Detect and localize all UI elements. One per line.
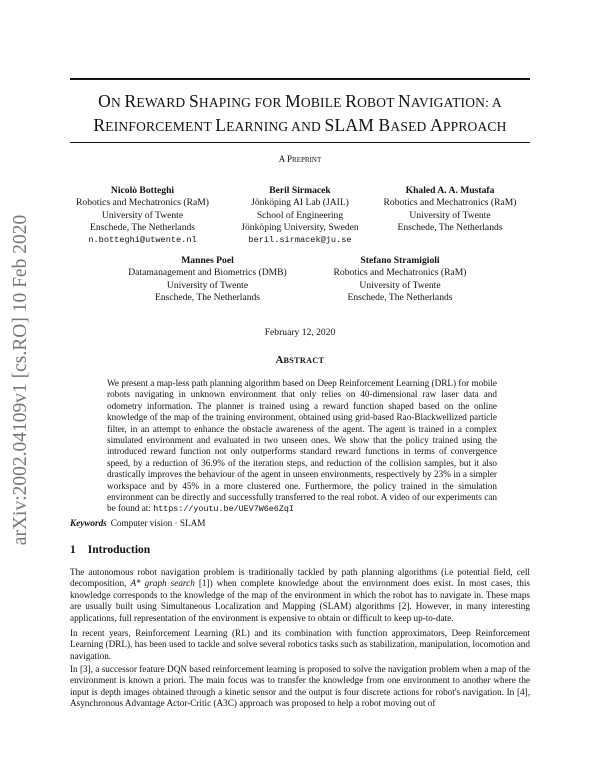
author-affiliation: Jönköping AI Lab (JAIL) <box>251 197 349 209</box>
author-affiliation: School of Engineering <box>256 209 344 221</box>
publication-date: February 12, 2020 <box>264 327 336 338</box>
author-affiliation: Robotics and Mechatronics (RaM) <box>333 267 467 279</box>
author-affiliation: University of Twente <box>101 209 184 221</box>
paper-title <box>60 90 540 138</box>
preprint-label: A PREPRINT <box>278 154 322 164</box>
author-name: Nicolò Botteghi <box>110 185 175 196</box>
author-name: Mannes Poel <box>181 255 234 266</box>
author-affiliation: Enschede, The Netherlands <box>347 291 453 303</box>
author-affiliation: Enschede, The Netherlands <box>89 221 196 233</box>
intro-paragraph-2: In recent years, Reinforcement Learning (RL) and its combination with function approximators, Deep Reinforcement Learning (DRL), has been used to tackle and solve several robotics tasks such as stabilization, manipulation, locomotion and navigation. <box>70 628 530 661</box>
title-top-rule <box>70 78 530 80</box>
keywords-text: Computer vision · SLAM <box>110 518 206 528</box>
author-block <box>70 185 215 246</box>
emphasis-term: A* graph search <box>130 578 195 589</box>
keywords-label: Keywords <box>70 518 107 528</box>
author-affiliation: Enschede, The Netherlands <box>397 221 503 233</box>
section-number: 1 <box>70 544 76 556</box>
arxiv-sidebar <box>3 205 39 555</box>
author-affiliation: Robotics and Mechatronics (RaM) <box>76 197 209 209</box>
title-line-2: REINFORCEMENT LEARNING AND SLAM BASED APPROACH <box>93 115 507 135</box>
author-name: Khaled A. A. Mustafa <box>405 185 495 196</box>
author-email[interactable]: n.botteghi@utwente.nl <box>88 235 197 246</box>
video-link[interactable]: https://youtu.be/UEV7W6e6ZqI <box>153 504 294 515</box>
arxiv-identifier: arXiv:2002.04109v1 [cs.RO] 10 Feb 2020 <box>10 214 31 546</box>
section-heading <box>70 544 150 556</box>
author-affiliation: Robotics and Mechatronics (RaM) <box>383 197 517 209</box>
title-bottom-rule <box>70 142 530 143</box>
author-affiliation: Enschede, The Netherlands <box>154 291 261 303</box>
title-line-1: ON REWARD SHAPING FOR MOBILE ROBOT NAVIGATION: A <box>98 91 502 111</box>
intro-paragraph-3: In [3], a successor feature DQN based reinforcement learning is proposed to solve the navigation problem when a map of the environment is known a priori. The main focus was to transfer the knowledge from one environment to another where the input is depth images obtained through a kinetic sensor and the output is four discrete actions for robot's navigation. In [4], Asynchronous Advantage Actor-Critic (A3C) approach was proposed to help a robot moving out of <box>70 664 530 709</box>
author-affiliation: Jönköping University, Sweden <box>241 221 359 233</box>
author-affiliation: University of Twente <box>359 279 441 291</box>
abstract-body <box>107 378 497 516</box>
author-block <box>120 255 295 304</box>
author-affiliation: University of Twente <box>166 279 249 291</box>
section-title: Introduction <box>87 544 151 556</box>
keywords <box>70 518 530 528</box>
author-name: Beril Sirmacek <box>269 185 331 196</box>
intro-paragraph-1: The autonomous robot navigation problem is traditionally tackled by path planning algorithms (i.e potential field, cell decomposition, A* graph search [1]) when complete knowledge about the environment does exist. In most cases, this knowledge corresponds to the knowledge of the map of the environment in which the robot has to navigate in. These maps are usually built using Simultaneous Localization and Mapping (SLAM) algorithms [2]. However, in many interesting applications, full representation of the environment is expensive to obtain or difficult to keep up-to-date. <box>70 567 530 623</box>
author-affiliation: University of Twente <box>409 209 491 221</box>
author-affiliation: Datamanagement and Biometrics (DMB) <box>128 267 287 279</box>
abstract-text: We present a map-less path planning algorithm based on Deep Reinforcement Learning (DRL) for mobile robots navigating in unknown environment that only relies on 40-dimensional raw laser data and odometry information. The planner is trained using a reward function shaped based on the online knowledge of the map of the training environment, obtained using grid-based Rao-Blackwellized particle filter, in an attempt to enhance the obstacle awareness of the agent. The agent is trained in a complex simulated environment and evaluated in two unseen ones. We show that the policy trained using the introduced reward function not only outperforms standard reward functions in terms of convergence speed, by a reduction of 36.9% of the iteration steps, and reduction of the collision samples, but it also drastically improves the behaviour of the agent in unseen environments, respectively by 23% in a simpler workspace and by 45% in a more clustered one. Furthermore, the policy trained in the simulation environment can be directly and successfully transferred to the real robot. A video of our experiments can be found at: <box>107 378 497 514</box>
author-email[interactable]: beril.sirmacek@ju.se <box>248 235 352 246</box>
author-block <box>230 185 370 246</box>
author-name: Stefano Stramigioli <box>360 255 440 266</box>
author-block <box>375 185 525 234</box>
abstract-heading: ABSTRACT <box>275 355 325 366</box>
author-block <box>325 255 475 304</box>
